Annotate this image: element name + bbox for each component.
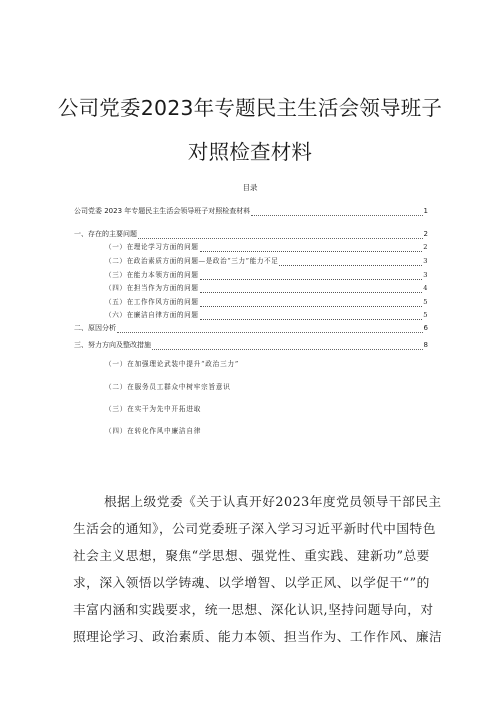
toc-entry-label: （五）在工作作风方面的问题 <box>105 298 199 306</box>
toc-page-number: 3 <box>423 257 428 265</box>
toc-entry-section-1-2[interactable] <box>105 256 428 266</box>
toc-page-number: 5 <box>423 298 428 306</box>
body-paragraph-line-4: 求，深入领悟以学铸魂、以学增智、以学正风、以学促干“”的 <box>73 575 430 590</box>
toc-page-number: 2 <box>423 243 428 251</box>
toc-entry-label: （一）在理论学习方面的问题 <box>105 243 199 251</box>
toc-entry-section-3[interactable] <box>74 340 428 350</box>
toc-entry-section-1-1[interactable] <box>105 242 428 252</box>
toc-subitem-3-2: （二）在服务员工群众中树牢宗旨意识 <box>105 383 231 391</box>
document-title-line-1: 公司党委2023年专题民主生活会领导班子 <box>57 96 443 120</box>
toc-leader-dots <box>138 231 423 239</box>
toc-entry-label: 一、存在的主要问题 <box>74 230 137 238</box>
toc-entry-section-1[interactable] <box>74 229 428 239</box>
toc-subitem-3-1: （一）在加强理论武装中提升“政治三力” <box>105 360 240 368</box>
toc-subitem-3-3: （三）在实干为先中开拓进取 <box>105 405 202 413</box>
toc-entry-label: 二、原因分析 <box>74 324 116 332</box>
document-title-line-2: 对照检查材料 <box>187 140 313 164</box>
toc-leader-dots <box>200 299 423 307</box>
toc-page-number: 4 <box>423 284 428 292</box>
toc-leader-dots <box>200 244 423 252</box>
toc-entry-main-title[interactable] <box>74 206 428 216</box>
toc-page-number: 2 <box>423 230 428 238</box>
toc-leader-dots <box>279 258 422 266</box>
toc-entry-label: 三、努力方向及整改措施 <box>74 341 151 349</box>
body-paragraph-line-5: 丰富内涵和实践要求，统一思想、深化认识,坚持问题导向，对 <box>73 602 434 617</box>
toc-leader-dots <box>200 285 423 293</box>
toc-heading: 目录 <box>242 183 258 192</box>
toc-entry-label: （四）在担当作为方面的问题 <box>105 284 199 292</box>
toc-leader-dots <box>200 312 423 320</box>
toc-page-number: 8 <box>423 341 428 349</box>
toc-leader-dots <box>200 272 423 280</box>
toc-page-number: 1 <box>423 207 428 215</box>
toc-page-number: 6 <box>423 324 428 332</box>
body-paragraph-line-3: 社会主义思想，聚焦“学思想、强党性、重实践、建新功”总要 <box>73 548 430 563</box>
toc-page-number: 3 <box>423 271 428 279</box>
toc-entry-section-1-3[interactable] <box>105 270 428 280</box>
toc-leader-dots <box>251 208 422 216</box>
body-paragraph-line-2: 生活会的通知》，公司党委班子深入学习习近平新时代中国特色 <box>73 521 436 536</box>
toc-entry-label: （二）在政治素质方面的问题—是政治“三力”能力不足 <box>105 257 279 265</box>
toc-entry-section-1-4[interactable] <box>105 283 428 293</box>
toc-entry-section-1-5[interactable] <box>105 297 428 307</box>
toc-entry-section-1-6[interactable] <box>105 310 428 320</box>
toc-page-number: 5 <box>423 311 428 319</box>
toc-entry-label: （六）在廉洁自律方面的问题 <box>105 311 199 319</box>
toc-entry-label: 公司党委 2023 年专题民主生活会领导班子对照检查材料 <box>74 207 251 215</box>
toc-subitem-3-4: （四）在转化作风中廉洁自律 <box>105 427 202 435</box>
toc-entry-section-2[interactable] <box>74 323 428 333</box>
toc-leader-dots <box>117 325 423 333</box>
toc-entry-label: （三）在能力本领方面的问题 <box>105 271 199 279</box>
toc-leader-dots <box>152 342 423 350</box>
body-paragraph-line-6: 照理论学习、政治素质、能力本领、担当作为、工作作风、廉洁 <box>73 629 443 644</box>
body-paragraph-line-1: 根据上级党委《关于认真开好2023年度党员领导干部民主 <box>104 494 442 509</box>
